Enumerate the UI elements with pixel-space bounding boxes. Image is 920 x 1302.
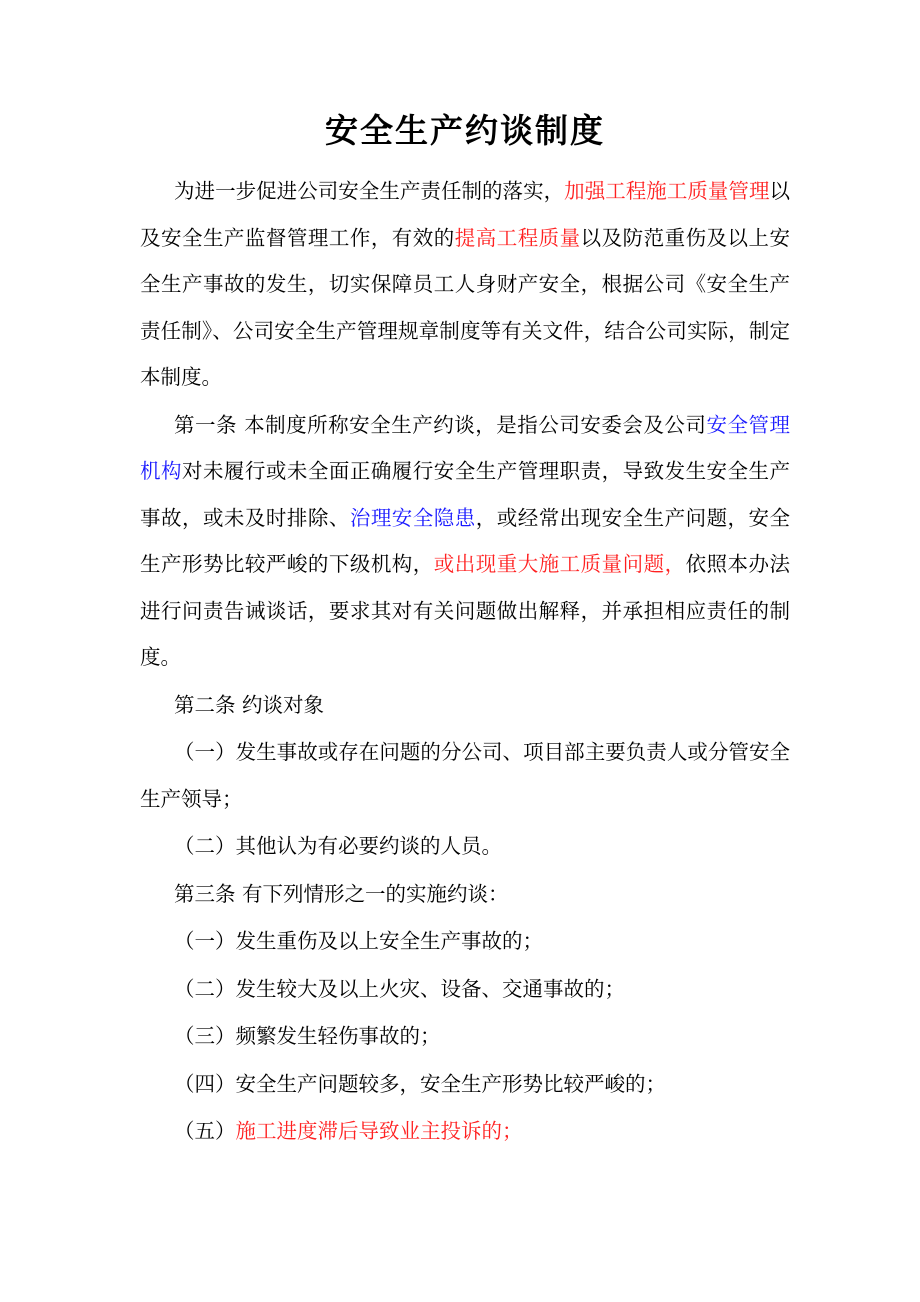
article-3-item-5-prefix: （五）: [174, 1119, 236, 1143]
article-1-text-2: 对未履行或未全面正确履行安全生产管理职责，导致发生安全生产事故，或未及时排除、: [140, 459, 791, 530]
article-3-item-1: （一）发生重伤及以上安全生产事故的；: [174, 929, 543, 953]
intro-paragraph: [140, 168, 790, 401]
article-3-item-5-highlight: 施工进度滞后导致业主投诉的；: [235, 1119, 523, 1143]
article-1-text-4: 依照本办法进行问责告诫谈话，要求其对有关问题做出解释，并承担相应责任的制度。: [140, 552, 791, 669]
article-3-item-2: （二）发生较大及以上火灾、设备、交通事故的；: [174, 976, 625, 1001]
article-3-item-4: （四）安全生产问题较多，安全生产形势比较严峻的；: [174, 1071, 666, 1096]
intro-text-3: 以及防范重伤及以上安全生产事故的发生，切实保障员工人身财产安全，根据公司《安全生产责任制》、公司安全生产管理规章制度等有关文件，结合公司实际，制定本制度。: [140, 225, 791, 389]
article-2-item-1: （一）发生事故或存在问题的分公司、项目部主要负责人或分管安全生产领导；: [140, 740, 790, 811]
intro-highlight-quality-management: 加强工程施工质量管理: [564, 179, 770, 203]
article-3-heading: 第三条 有下列情形之一的实施约谈：: [174, 881, 509, 906]
article-1-text-3: ，或经常出现安全生产问题，安全生产形势比较严峻的下级机构，: [140, 505, 791, 576]
article-3-item-3: （三）频繁发生轻伤事故的；: [174, 1024, 441, 1048]
document-title: 安全生产约谈制度: [325, 111, 605, 150]
intro-text-1: 为进一步促进公司安全生产责任制的落实，: [174, 179, 565, 203]
article-3-item-5: [140, 1108, 790, 1155]
article-1-paragraph: [140, 402, 790, 681]
article-1-text-1: 第一条 本制度所称安全生产约谈，是指公司安委会及公司: [174, 412, 707, 437]
article-2-heading: 第二条 约谈对象: [174, 692, 325, 717]
article-1-highlight-safety-agency: 安全管理机构: [140, 412, 791, 483]
article-1-highlight-hazards: 治理安全隐患: [349, 505, 476, 530]
intro-text-2: 以及安全生产监督管理工作，有效的: [140, 179, 791, 250]
article-2-item-2: （二）其他认为有必要约谈的人员。: [174, 834, 502, 858]
intro-highlight-improve-quality: 提高工程质量: [454, 225, 581, 250]
article-1-highlight-quality-issue: 或出现重大施工质量问题，: [433, 552, 686, 576]
